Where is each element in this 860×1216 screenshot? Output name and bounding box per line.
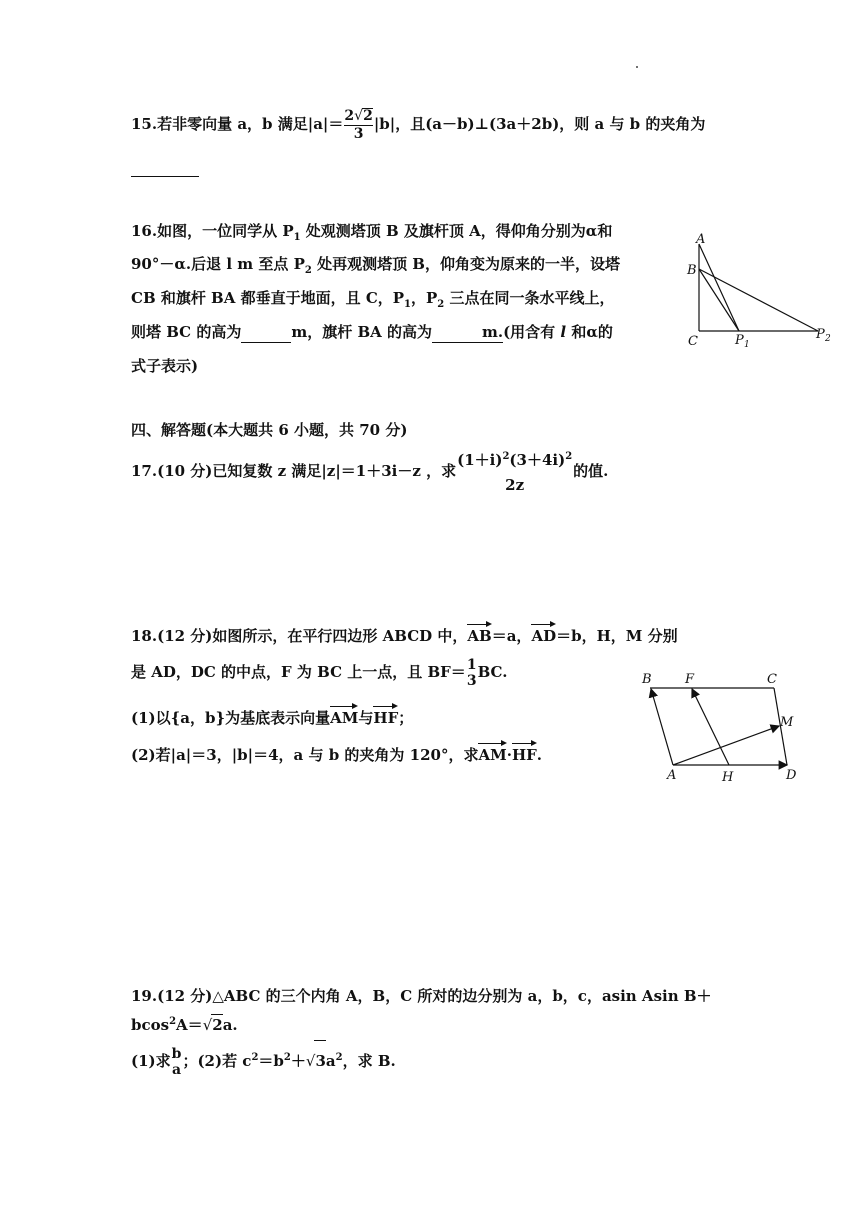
q16-l4d: (用含有	[503, 323, 561, 341]
q16-l1a: 16.如图，一位同学从 P	[131, 222, 294, 240]
q19-l1: 19.(12 分)△ABC 的三个内角 A，B，C 所对的边分别为 a，b，c，asin Asin B＋	[131, 987, 712, 1005]
q18-vec-hf: HF	[373, 706, 398, 728]
q19-frac-num: b	[171, 1045, 182, 1062]
q19-l3e: a	[325, 1052, 336, 1070]
q16-label-P1: P	[735, 333, 744, 348]
q15-frac-den: 3	[353, 126, 364, 142]
q16-label-P2-sub: 2	[825, 334, 831, 344]
q16-label-C: C	[688, 334, 698, 349]
q19-l2-sup: 2	[169, 1016, 177, 1027]
q18-vec-hf-2: HF	[512, 743, 537, 765]
q18-label-D: D	[786, 768, 797, 783]
q18-label-F: F	[685, 672, 695, 687]
scan-dot	[636, 66, 638, 68]
q19-l2a: bcos	[131, 1016, 170, 1034]
q18-label-M: M	[780, 715, 794, 730]
q18-p1b: 与	[358, 709, 374, 727]
question-19-line-3: (1)求 b a ；(2)若 $c^2=b^2+√3a^2$，求 B.	[131, 1040, 396, 1081]
q18-p2a: (2)若|a|＝3，|b|＝4，a 与 b 的夹角为 120°，求	[131, 746, 479, 764]
q18-vec-ad: AD	[531, 624, 556, 646]
q19-l3-sup3: 2	[335, 1052, 343, 1063]
q16-l4a: 则塔 BC 的高为	[131, 323, 242, 341]
question-16-line-4	[131, 322, 613, 343]
q19-l3-sup1: 2	[251, 1052, 259, 1063]
q19-l3-sup2: 2	[283, 1052, 291, 1063]
q16-l5: 式子表示)	[131, 357, 199, 375]
q15-text-a: 15.若非零向量 a，b 满足|a|＝	[131, 115, 344, 133]
q18-frac-den: 3	[466, 672, 477, 689]
q18-frac-num: 1	[466, 656, 477, 673]
q17-num-b: (3＋4i)	[509, 450, 566, 469]
q18-vec-am: AM	[330, 706, 358, 728]
q18-label-C: C	[767, 672, 777, 687]
q18-p1a: (1)以{a，b}为基底表示向量	[131, 709, 331, 727]
q19-l2c: a.	[222, 1016, 238, 1034]
q18-l1b: ＝a，	[491, 627, 532, 645]
q16-l3a: CB 和旗杆 BA 都垂直于地面，且 C，P	[131, 289, 405, 307]
q16-tower-figure	[680, 232, 850, 350]
q18-p2b: ·	[506, 746, 512, 764]
q16-l2b: 处再观测塔顶 B，仰角变为原来的一半，设塔	[311, 255, 620, 273]
section-4-heading	[131, 420, 407, 440]
q19-l3c: ＝b	[258, 1052, 284, 1070]
q18-label-A: A	[667, 768, 677, 783]
q19-l3d: ＋	[290, 1052, 306, 1070]
q17-num-a-sup: 2	[502, 450, 510, 462]
q18-vec-ab: AB	[467, 624, 491, 646]
q19-l3f: ，求 B.	[342, 1052, 396, 1070]
q16-l1-sub: 1	[293, 232, 301, 243]
q18-l1a: 18.(12 分)如图所示，在平行四边形 ABCD 中，	[131, 627, 468, 645]
q16-l4c: m.	[481, 323, 504, 341]
q18-label-B: B	[642, 672, 652, 687]
q17-num-b-sup: 2	[565, 450, 573, 462]
q16-l3b: ，P	[411, 289, 438, 307]
question-17	[131, 448, 608, 494]
question-16-line-2	[131, 254, 620, 274]
question-15-line-1	[131, 108, 705, 142]
q17-suffix: 的值.	[573, 462, 609, 480]
q15-frac-num: 2	[344, 108, 355, 124]
q16-l3-sub2: 2	[437, 299, 445, 310]
q19-fraction	[172, 1047, 182, 1078]
q15-fraction: $\frac{2√2}{3}$	[344, 108, 373, 142]
q18-l1c: ＝b，H，M 分别	[556, 627, 678, 645]
q19-l3-root: 3	[314, 1040, 325, 1081]
q18-vec-am-2: AM	[478, 743, 506, 765]
q18-l2a: 是 AD，DC 的中点，F 为 BC 上一点，且 BF＝	[131, 663, 466, 681]
q19-frac-den: a	[172, 1061, 182, 1078]
q16-blank-bc[interactable]	[241, 322, 291, 343]
q19-l2-root: 2	[212, 1016, 223, 1034]
q16-l4-l: l	[560, 323, 567, 341]
question-16-line-3	[131, 288, 615, 308]
q16-blank-ba[interactable]	[432, 322, 482, 343]
q15-answer-blank[interactable]	[131, 176, 199, 177]
question-18-line-1	[131, 624, 678, 646]
question-18-part-2	[131, 743, 542, 765]
q16-l2-sub: 2	[304, 265, 312, 276]
q17-num-a: (1＋i)	[457, 450, 503, 469]
q17-den: 2z	[505, 475, 525, 494]
q16-label-A: A	[696, 232, 706, 247]
q15-text-b: |b|，且(a－b)⊥(3a＋2b)，则 a 与 b 的夹角为	[373, 115, 706, 133]
q18-label-H: H	[722, 770, 734, 785]
q16-l4e: 和α的	[566, 323, 613, 341]
q16-l1b: 处观测塔顶 B 及旗杆顶 A，得仰角分别为α和	[300, 222, 613, 240]
q16-label-P1-sub: 1	[744, 340, 750, 350]
q18-parallelogram-figure	[636, 668, 812, 786]
question-19-line-1	[131, 986, 712, 1006]
section-4-note: (本大题共 6 小题，共 70 分)	[206, 421, 408, 439]
q19-l2b: A＝	[176, 1016, 203, 1034]
q16-label-B: B	[687, 263, 697, 278]
question-18-part-1	[131, 706, 413, 728]
question-18-line-2	[131, 652, 507, 692]
q16-label-P2: P	[816, 327, 825, 342]
q18-p1c: ；	[398, 709, 414, 727]
q17-prefix: 17.(10 分)已知复数 z 满足|z|＝1＋3i－z ，求	[131, 462, 457, 480]
q18-p2c: .	[536, 746, 542, 764]
question-19-line-2: bcos$^2$A＝√2a.	[131, 1016, 238, 1034]
question-16-line-5	[131, 356, 198, 376]
section-4-title: 四、解答题	[131, 421, 207, 439]
q17-fraction	[457, 451, 572, 494]
q18-fraction	[467, 658, 477, 689]
q16-l3c: 三点在同一条水平线上，	[444, 289, 615, 307]
q19-l3a: (1)求	[131, 1052, 171, 1070]
q15-frac-root: 2	[363, 108, 373, 124]
q18-l2b: BC.	[477, 663, 508, 681]
q16-l2a: 90°－α.后退 l m 至点 P	[131, 255, 305, 273]
question-16-line-1	[131, 221, 612, 241]
q16-l3-sub1: 1	[404, 299, 412, 310]
q19-l3b: ；(2)若 c	[182, 1052, 252, 1070]
q16-l4b: m，旗杆 BA 的高为	[291, 323, 432, 341]
